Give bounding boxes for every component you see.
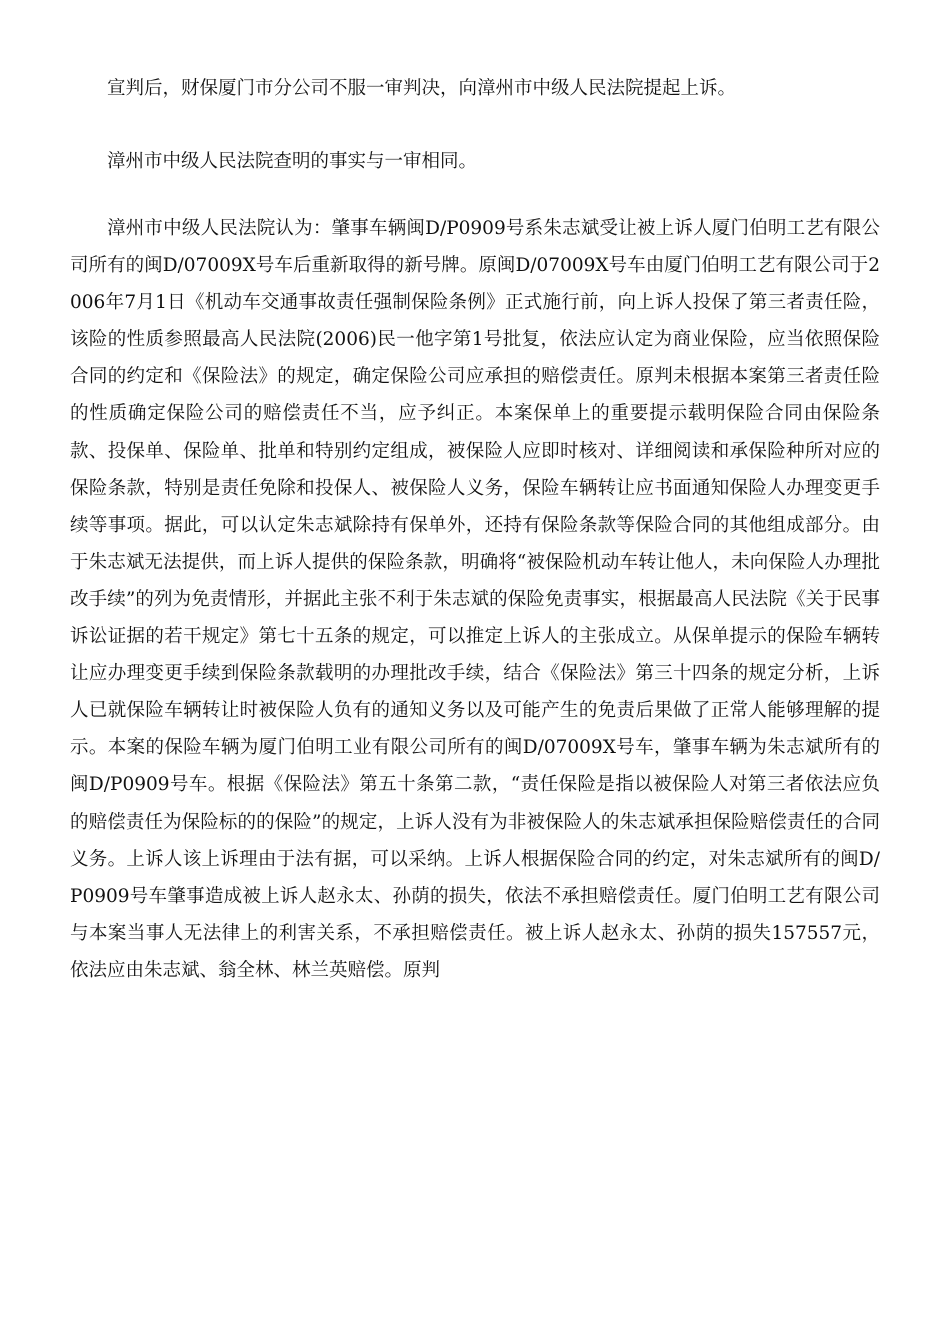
paragraph-facts-found: 漳州市中级人民法院查明的事实与一审相同。 [107, 151, 478, 172]
paragraph-court-opinion: 漳州市中级人民法院认为：肇事车辆闽D/P0909号系朱志斌受让被上诉人厦门伯明工艺有限公司所有的闽D/07009X号车后重新取得的新号牌。原闽D/07009X号车由厦门伯明工艺有限公司于2006年7月1日《机动车交通事故责任强制保险条例》正式施行前，向上诉人投保了第三者责任险，该险的性质参照最高人民法院(2006)民一他字第1号批复，依法应认定为商业保险，应当依照保险合同的约定和《保险法》的规定，确定保险公司应承担的赔偿责任。原判未根据本案第三者责任险的性质确定保险公司的赔偿责任不当，应予纠正。本案保单上的重要提示载明保险合同由保险条款、投保单、保险单、批单和特别约定组成，被保险人应即时核对、详细阅读和承保险种所对应的保险条款，特别是责任免除和投保人、被保险人义务，保险车辆转让应书面通知保险人办理变更手续等事项。据此，可以认定朱志斌除持有保单外，还持有保险条款等保险合同的其他组成部分。由于朱志斌无法提供，而上诉人提供的保险条款，明确将“被保险机动车转让他人，未向保险人办理批改手续”的列为免责情形，并据此主张不利于朱志斌的保险免责事实，根据最高人民法院《关于民事诉讼证据的若干规定》第七十五条的规定，可以推定上诉人的主张成立。从保单提示的保险车辆转让应办理变更手续到保险条款载明的办理批改手续，结合《保险法》第三十四条的规定分析，上诉人已就保险车辆转让时被保险人负有的通知义务以及可能产生的免责后果做了正常人能够理解的提示。本案的保险车辆为厦门伯明工业有限公司所有的闽D/07009X号车，肇事车辆为朱志斌所有的闽D/P0909号车。根据《保险法》第五十条第二款，“责任保险是指以被保险人对第三者依法应负的赔偿责任为保险标的的保险”的规定，上诉人没有为非被保险人的朱志斌承担保险赔偿责任的合同义务。上诉人该上诉理由于法有据，可以采纳。上诉人根据保险合同的约定，对朱志斌所有的闽D/P0909号车肇事造成被上诉人赵永太、孙荫的损失，依法不承担赔偿责任。厦门伯明工艺有限公司与本案当事人无法律上的利害关系，不承担赔偿责任。被上诉人赵永太、孙荫的损失157557元，依法应由朱志斌、翁全林、林兰英赔偿。原判 [70, 218, 880, 981]
paragraph-appeal-filed: 宣判后，财保厦门市分公司不服一审判决，向漳州市中级人民法院提起上诉。 [107, 78, 737, 99]
